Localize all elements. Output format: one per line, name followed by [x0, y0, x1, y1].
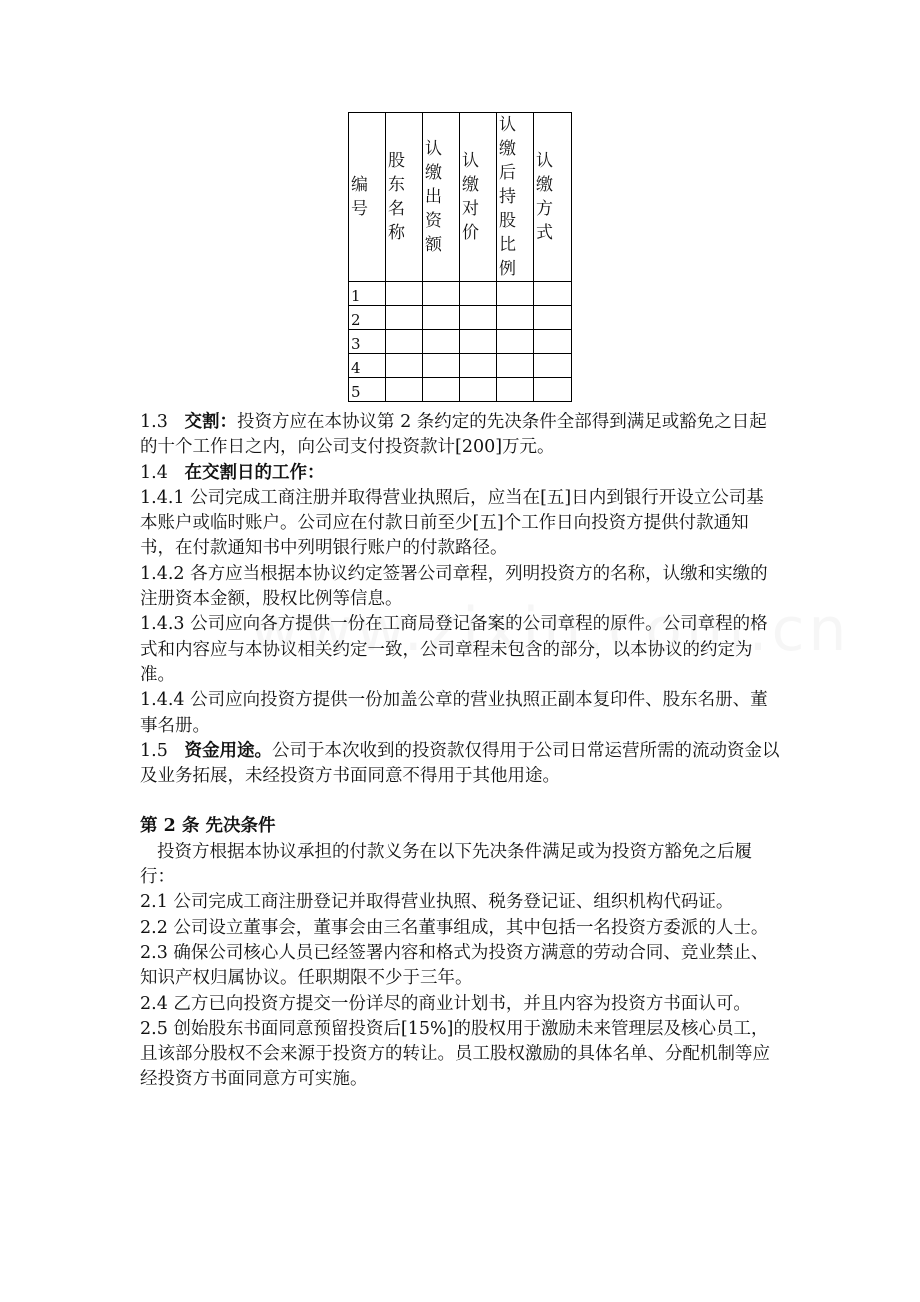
header-cell: 编号 — [349, 113, 386, 282]
table-header-row — [349, 113, 572, 282]
row-number: 2 — [349, 306, 386, 330]
table-row — [349, 378, 572, 402]
article-2-heading: 第 2 条 先决条件 — [140, 816, 276, 837]
table-row — [349, 354, 572, 378]
section-1-4: 1.4 在交割日的工作： — [140, 462, 325, 483]
section-title: 交割： — [184, 412, 238, 432]
header-cell: 股东名称 — [386, 113, 423, 282]
paragraph: 2.3 确保公司核心人员已经签署内容和格式为投资方满意的劳动合同、竞业禁止、知识产权归属协议。任职期限不少于三年。 — [140, 942, 769, 989]
paragraph: 1.4.2 各方应当根据本协议约定签署公司章程，列明投资方的名称，认缴和实缴的注册资本金额，股权比例等信息。 — [140, 563, 768, 610]
header-cell: 认缴对价 — [460, 113, 497, 282]
row-number: 3 — [349, 330, 386, 354]
paragraph: 2.1 公司完成工商注册登记并取得营业执照、税务登记证、组织机构代码证。 — [140, 892, 734, 913]
table-row — [349, 282, 572, 306]
header-cell: 认缴后持股比例 — [497, 113, 534, 282]
row-number: 1 — [349, 282, 386, 306]
shareholder-table — [348, 112, 572, 402]
section-1-3: 1.3 交割：投资方应在本协议第 2 条约定的先决条件全部得到满足或豁免之日起的十个工作日之内，向公司支付投资款计[200]万元。 — [140, 412, 767, 458]
section-title: 资金用途。 — [184, 740, 273, 761]
row-number: 4 — [349, 354, 386, 378]
document-body — [140, 410, 780, 1093]
table-row — [349, 330, 572, 354]
header-cell: 认缴方式 — [534, 113, 572, 282]
paragraph: 1.4.3 公司应向各方提供一份在工商局登记备案的公司章程的原件。公司章程的格式和内容应与本协议相关约定一致，公司章程未包含的部分，以本协议的约定为准。 — [140, 614, 768, 685]
row-number: 5 — [349, 378, 386, 402]
paragraph: 1.4.4 公司应向投资方提供一份加盖公章的营业执照正副本复印件、股东名册、董事名册。 — [140, 690, 768, 736]
table-row — [349, 306, 572, 330]
header-cell: 认缴出资额 — [423, 113, 460, 282]
section-1-5: 1.5 资金用途。公司于本次收到的投资款仅得用于公司日常运营所需的流动资金以及业务拓展，未经投资方书面同意不得用于其他用途。 — [140, 740, 780, 787]
section-title: 在交割日的工作： — [184, 462, 325, 483]
paragraph: 1.4.1 公司完成工商注册并取得营业执照后，应当在[五]日内到银行开设立公司基本账户或临时账户。公司应在付款日前至少[五]个工作日向投资方提供付款通知书，在付款通知书中列明银行账户的付款路径。 — [140, 487, 764, 559]
paragraph: 投资方根据本协议承担的付款义务在以下先决条件满足或为投资方豁免之后履行： — [140, 841, 752, 888]
paragraph: 2.5 创始股东书面同意预留投资后[15%]的股权用于激励未来管理层及核心员工，且该部分股权不会来源于投资方的转让。员工股权激励的具体名单、分配机制等应经投资方书面同意方可实施。 — [140, 1018, 770, 1090]
paragraph: 2.4 乙方已向投资方提交一份详尽的商业计划书，并且内容为投资方书面认可。 — [140, 993, 751, 1014]
paragraph: 2.2 公司设立董事会，董事会由三名董事组成，其中包括一名投资方委派的人士。 — [140, 917, 769, 938]
